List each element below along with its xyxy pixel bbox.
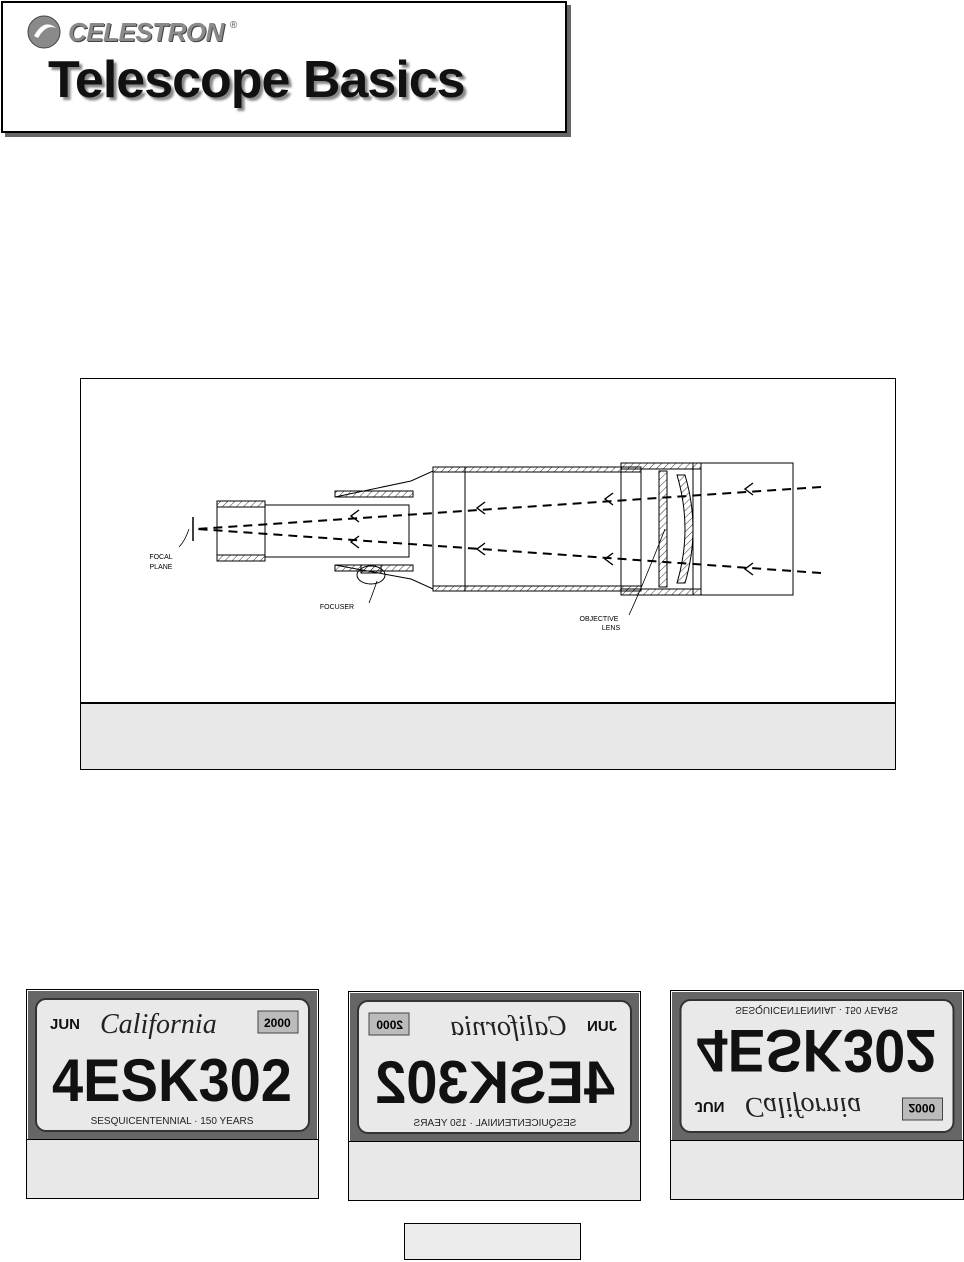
page-number-box: [404, 1223, 581, 1260]
focal-plane-label: FOCAL: [149, 554, 173, 561]
plate-number: 4ESK302: [696, 1017, 937, 1084]
plate-month: JUN: [694, 1098, 725, 1115]
brand-name: CELESTRON: [68, 16, 224, 47]
plate-caption-area: [671, 1140, 963, 1199]
license-plate-inverted: [672, 992, 962, 1140]
celestron-swirl-icon: [26, 14, 62, 50]
refractor-diagram: [81, 379, 897, 701]
plate-year: 2000: [264, 1016, 291, 1030]
plate-motto: SESQUICENTENNIAL · 150 YEARS: [90, 1116, 254, 1127]
celestron-logo: [26, 12, 237, 52]
plate-year: 2000: [376, 1018, 403, 1032]
license-plate-normal: [28, 991, 317, 1139]
plate-photo: [672, 992, 962, 1140]
focal-plane-label-2: PLANE: [149, 564, 173, 571]
plate-figure-inverted: [670, 990, 964, 1200]
plate-state: California: [744, 1091, 862, 1122]
objective-label: OBJECTIVE: [579, 616, 619, 623]
registered-mark: ®: [229, 19, 238, 31]
plate-state: California: [450, 1011, 567, 1042]
plate-figure-mirrored: [348, 991, 641, 1201]
plate-state: California: [100, 1009, 217, 1040]
plate-photo: [350, 993, 639, 1141]
page-title: Telescope Basics: [48, 51, 465, 109]
plate-caption-area: [349, 1141, 640, 1200]
plate-number: 4ESK302: [52, 1047, 292, 1114]
plate-motto: SESQUICENTENNIAL · 150 YEARS: [735, 1004, 898, 1015]
plate-caption-area: [27, 1139, 318, 1198]
license-plate-mirrored: [350, 993, 639, 1141]
plate-month: JUN: [50, 1016, 81, 1033]
focuser-label: FOCUSER: [319, 604, 355, 611]
plate-month: JUN: [586, 1018, 617, 1035]
plate-photo: [28, 991, 317, 1139]
plate-number: 4ESK302: [375, 1049, 615, 1116]
plate-figure-normal: [26, 989, 319, 1199]
objective-label-2: LENS: [601, 625, 621, 632]
plate-year: 2000: [908, 1101, 936, 1115]
figure-caption-area: [81, 702, 895, 769]
plate-motto: SESQUICENTENNIAL · 150 YEARS: [413, 1118, 577, 1129]
